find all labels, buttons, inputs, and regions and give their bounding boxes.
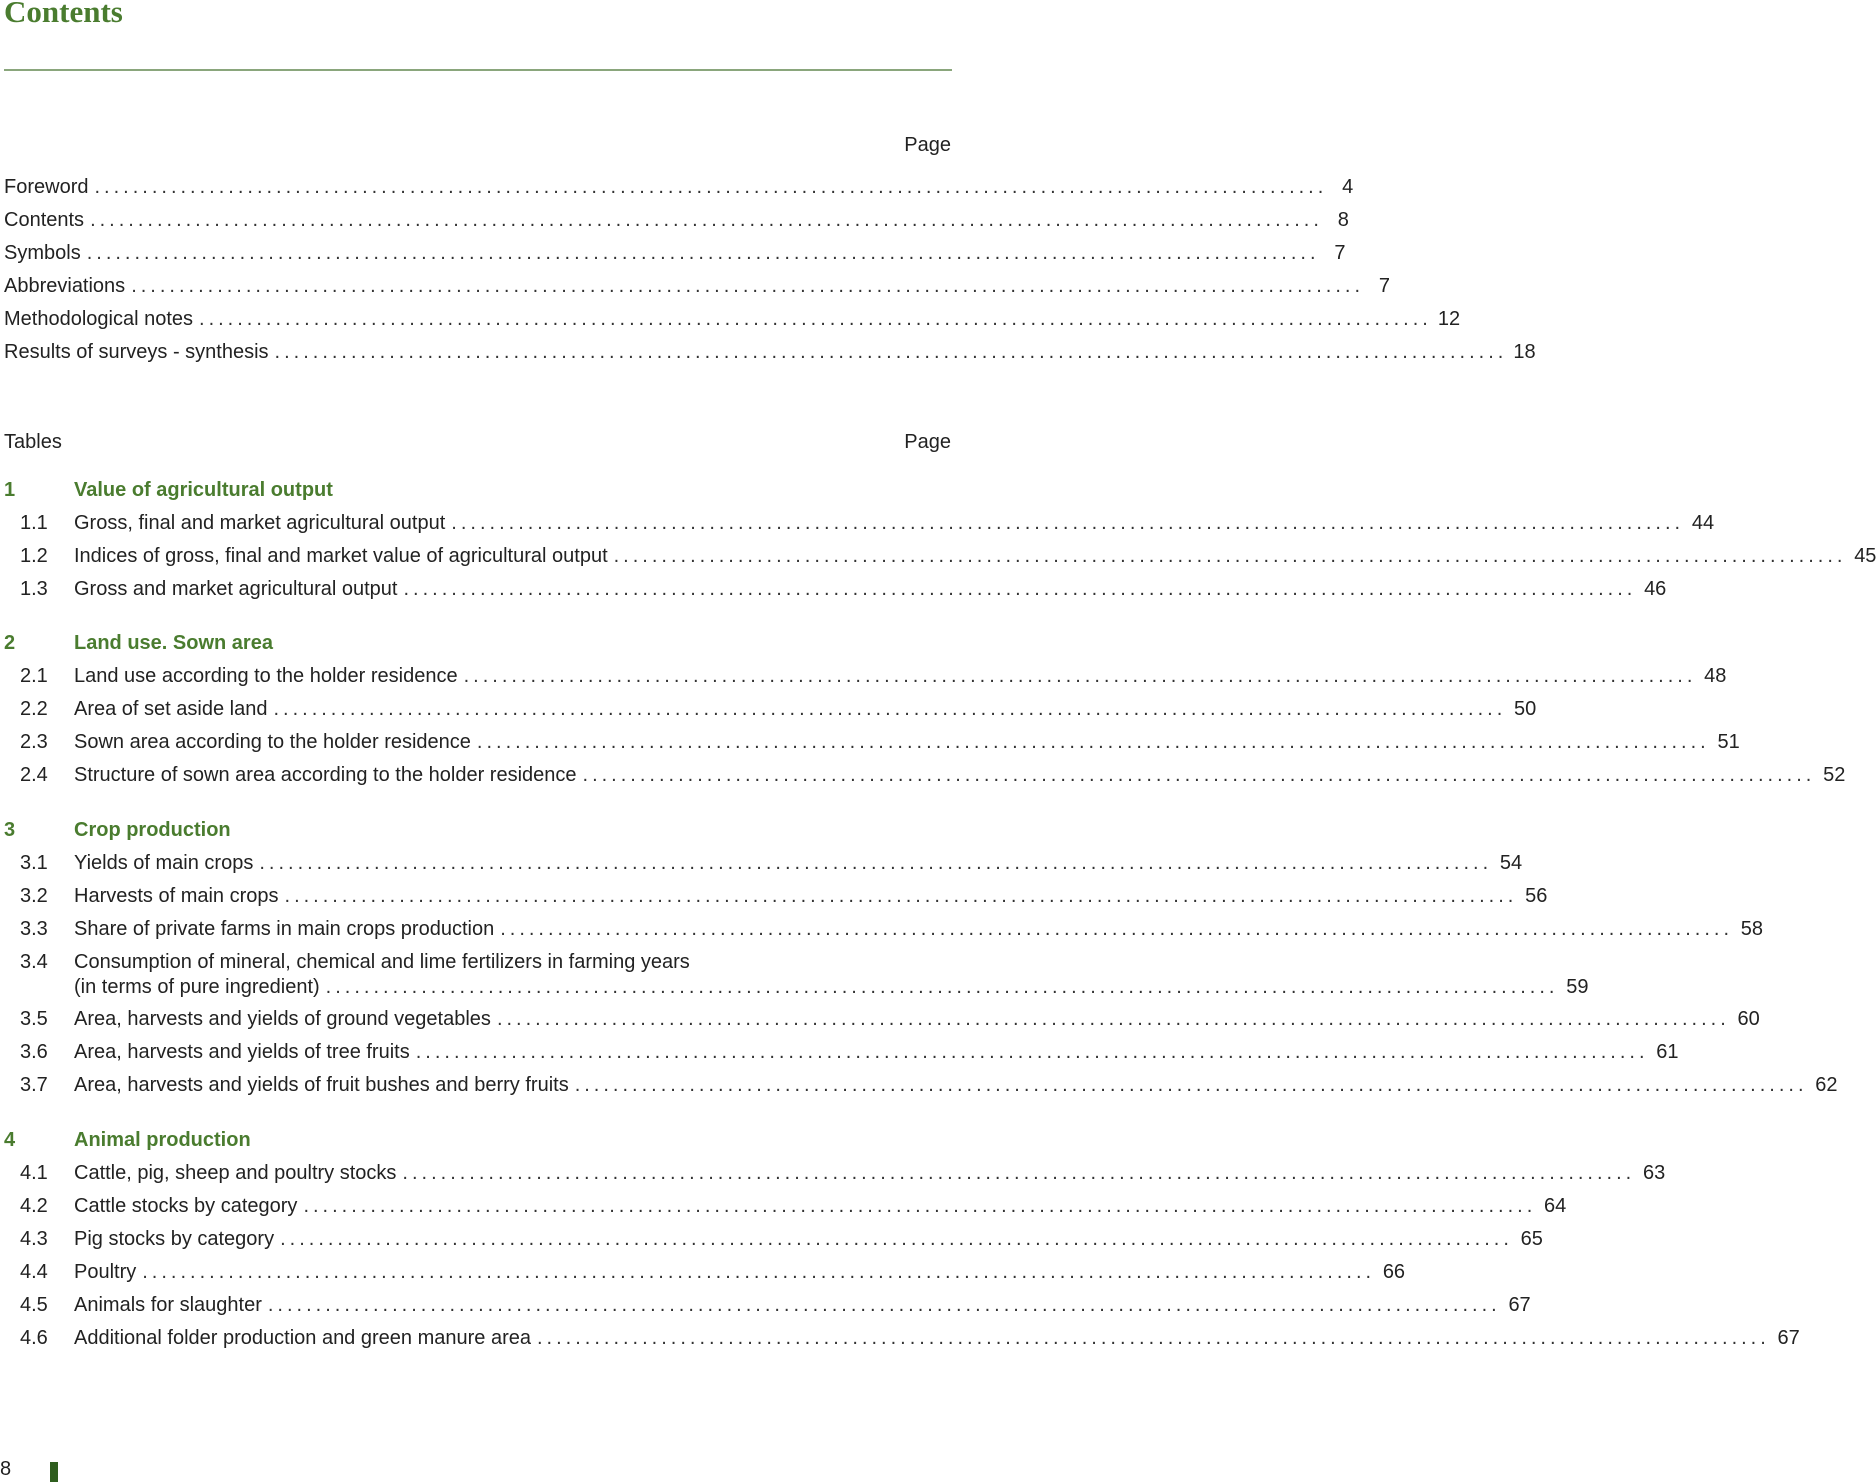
- section-title: Land use. Sown area: [74, 632, 273, 654]
- dot-leader: .................................................................................................................................: [451, 512, 1685, 534]
- item-number: 3.7: [20, 1074, 48, 1096]
- item-number: 4.3: [20, 1228, 48, 1250]
- item-number: 3.3: [20, 918, 48, 940]
- tables-page-header: Page: [904, 431, 951, 453]
- toc-entry-label: Abbreviations: [4, 275, 126, 297]
- item-number: 2.2: [20, 698, 48, 720]
- item-number: 1.2: [20, 545, 48, 567]
- item-label: Indices of gross, final and market value of agricultural output: [74, 545, 608, 567]
- toc-entry-label: Methodological notes: [4, 308, 194, 330]
- item-page: 45: [1854, 545, 1876, 567]
- dot-leader: .................................................................................................................................: [90, 209, 1323, 231]
- toc-entry-label: Results of surveys - synthesis: [4, 341, 269, 363]
- toc-item[interactable]: [20, 764, 1846, 787]
- dot-leader: .................................................................................................................................: [94, 176, 1328, 198]
- toc-entry-label: Symbols: [4, 242, 81, 264]
- item-number: 3.5: [20, 1008, 48, 1030]
- toc-entry-label: Foreword: [4, 176, 89, 198]
- toc-item[interactable]: [20, 852, 1523, 875]
- section-heading: [4, 479, 333, 509]
- item-number: 2.4: [20, 764, 48, 786]
- item-number: 3.1: [20, 852, 48, 874]
- toc-entry-page: 4: [1342, 176, 1354, 198]
- toc-item[interactable]: [20, 1228, 1543, 1251]
- toc-item[interactable]: [20, 545, 1876, 568]
- toc-entry-page: 8: [1337, 209, 1349, 231]
- dot-leader: .................................................................................................................................: [199, 308, 1432, 330]
- item-page: 50: [1514, 698, 1537, 720]
- dot-leader: .................................................................................................................................: [463, 665, 1697, 687]
- dot-leader: .................................................................................................................................: [280, 1228, 1513, 1250]
- item-page: 64: [1544, 1195, 1567, 1217]
- dot-leader: .................................................................................................................................: [536, 1327, 1770, 1349]
- item-label: Additional folder production and green manure area: [74, 1327, 531, 1349]
- item-label: Land use according to the holder residence: [74, 665, 458, 687]
- item-page: 63: [1642, 1162, 1666, 1184]
- toc-item[interactable]: [20, 1261, 1406, 1284]
- toc-item[interactable]: [20, 578, 1667, 601]
- item-label: Cattle, pig, sheep and poultry stocks: [74, 1162, 397, 1184]
- item-label: Share of private farms in main crops production: [74, 918, 495, 940]
- toc-entry-label: Contents: [4, 209, 85, 231]
- item-page: 44: [1691, 512, 1715, 534]
- dot-leader: .................................................................................................................................: [496, 1008, 1730, 1030]
- toc-item[interactable]: [20, 1195, 1567, 1218]
- item-label: Sown area according to the holder residence: [74, 731, 471, 753]
- item-page: 51: [1717, 731, 1740, 753]
- item-page: 54: [1499, 852, 1523, 874]
- toc-entry-page: 7: [1378, 275, 1390, 297]
- dot-leader: .................................................................................................................................: [415, 1041, 1649, 1063]
- item-label-continued: (in terms of pure ingredient): [74, 976, 320, 998]
- toc-item[interactable]: [20, 918, 1764, 941]
- item-page: 56: [1525, 885, 1548, 907]
- section-heading: [4, 819, 231, 849]
- toc-item[interactable]: [20, 1294, 1531, 1317]
- item-label: Area, harvests and yields of fruit bushes and berry fruits: [74, 1074, 569, 1096]
- dot-leader: .................................................................................................................................: [325, 976, 1559, 998]
- item-page: 67: [1777, 1327, 1800, 1349]
- toc-entry[interactable]: [4, 275, 1390, 305]
- footer-page-number: 8: [0, 1458, 12, 1480]
- toc-item[interactable]: [20, 512, 1715, 535]
- dot-leader: .................................................................................................................................: [284, 885, 1518, 907]
- item-label: Animals for slaughter: [74, 1294, 262, 1316]
- item-label: Area, harvests and yields of tree fruits: [74, 1041, 410, 1063]
- item-number: 3.4: [20, 951, 48, 973]
- section-heading: [4, 632, 273, 662]
- item-label: Structure of sown area according to the holder residence: [74, 764, 577, 786]
- item-label: Gross, final and market agricultural output: [74, 512, 446, 534]
- item-label: Consumption of mineral, chemical and lime fertilizers in farming years: [74, 951, 690, 973]
- item-page: 61: [1656, 1041, 1679, 1063]
- page-column-header: Page: [904, 134, 951, 156]
- item-number: 4.2: [20, 1195, 48, 1217]
- section-number: 3: [4, 819, 16, 841]
- item-number: 2.3: [20, 731, 48, 753]
- toc-entry[interactable]: [4, 209, 1349, 239]
- dot-leader: .................................................................................................................................: [500, 918, 1734, 940]
- toc-item[interactable]: [20, 1327, 1800, 1350]
- item-number: 3.6: [20, 1041, 48, 1063]
- section-title: Value of agricultural output: [74, 479, 333, 501]
- section-title: Animal production: [74, 1129, 251, 1151]
- toc-entry[interactable]: [4, 308, 1461, 338]
- item-number: 1.3: [20, 578, 48, 600]
- dot-leader: .................................................................................................................................: [274, 341, 1508, 363]
- footer-marker: [50, 1462, 58, 1482]
- dot-leader: .................................................................................................................................: [273, 698, 1507, 720]
- item-number: 4.5: [20, 1294, 48, 1316]
- item-number: 4.4: [20, 1261, 48, 1283]
- title-rule: [4, 69, 952, 71]
- item-page: 58: [1740, 918, 1764, 940]
- item-page: 62: [1815, 1074, 1838, 1096]
- section-number: 4: [4, 1129, 16, 1151]
- toc-entry-page: 12: [1437, 308, 1461, 330]
- item-label: Cattle stocks by category: [74, 1195, 298, 1217]
- item-number: 1.1: [20, 512, 48, 534]
- dot-leader: .................................................................................................................................: [574, 1074, 1808, 1096]
- item-page: 52: [1823, 764, 1846, 786]
- dot-leader: .................................................................................................................................: [131, 275, 1364, 297]
- item-label: Area of set aside land: [74, 698, 268, 720]
- dot-leader: .................................................................................................................................: [402, 1162, 1636, 1184]
- item-page: 67: [1508, 1294, 1531, 1316]
- tables-header: Tables: [4, 431, 62, 453]
- dot-leader: .................................................................................................................................: [259, 852, 1493, 874]
- item-number: 4.6: [20, 1327, 48, 1349]
- item-label: Poultry: [74, 1261, 137, 1283]
- item-page: 59: [1566, 976, 1589, 998]
- page-title: Contents: [4, 0, 123, 29]
- toc-entry-page: 18: [1513, 341, 1536, 363]
- toc-item[interactable]: [20, 1008, 1760, 1031]
- dot-leader: .................................................................................................................................: [613, 545, 1847, 567]
- section-heading: [4, 1129, 251, 1159]
- dot-leader: .................................................................................................................................: [267, 1294, 1501, 1316]
- toc-item[interactable]: [20, 885, 1548, 908]
- dot-leader: .................................................................................................................................: [142, 1261, 1376, 1283]
- item-page: 46: [1644, 578, 1667, 600]
- toc-item[interactable]: [20, 1074, 1838, 1097]
- toc-entry[interactable]: [4, 341, 1536, 371]
- toc-entry[interactable]: [4, 176, 1354, 206]
- item-page: 48: [1704, 665, 1727, 687]
- dot-leader: .................................................................................................................................: [86, 242, 1320, 264]
- toc-entry[interactable]: [4, 242, 1346, 272]
- dot-leader: .................................................................................................................................: [582, 764, 1816, 786]
- item-label: Harvests of main crops: [74, 885, 279, 907]
- item-number: 4.1: [20, 1162, 48, 1184]
- toc-item[interactable]: [20, 951, 1589, 999]
- item-label: Yields of main crops: [74, 852, 254, 874]
- dot-leader: .................................................................................................................................: [303, 1195, 1537, 1217]
- toc-entry-page: 7: [1334, 242, 1346, 264]
- toc-item[interactable]: [20, 1162, 1666, 1185]
- dot-leader: .................................................................................................................................: [403, 578, 1637, 600]
- item-number: 3.2: [20, 885, 48, 907]
- item-label: Gross and market agricultural output: [74, 578, 398, 600]
- item-label: Pig stocks by category: [74, 1228, 275, 1250]
- toc-item[interactable]: [20, 731, 1740, 754]
- section-number: 2: [4, 632, 16, 654]
- item-page: 65: [1520, 1228, 1543, 1250]
- toc-item[interactable]: [20, 698, 1537, 721]
- item-page: 60: [1737, 1008, 1760, 1030]
- item-page: 66: [1382, 1261, 1406, 1283]
- toc-item[interactable]: [20, 665, 1727, 688]
- dot-leader: .................................................................................................................................: [476, 731, 1710, 753]
- toc-item[interactable]: [20, 1041, 1679, 1064]
- item-number: 2.1: [20, 665, 48, 687]
- item-label: Area, harvests and yields of ground vegetables: [74, 1008, 491, 1030]
- section-number: 1: [4, 479, 16, 501]
- section-title: Crop production: [74, 819, 231, 841]
